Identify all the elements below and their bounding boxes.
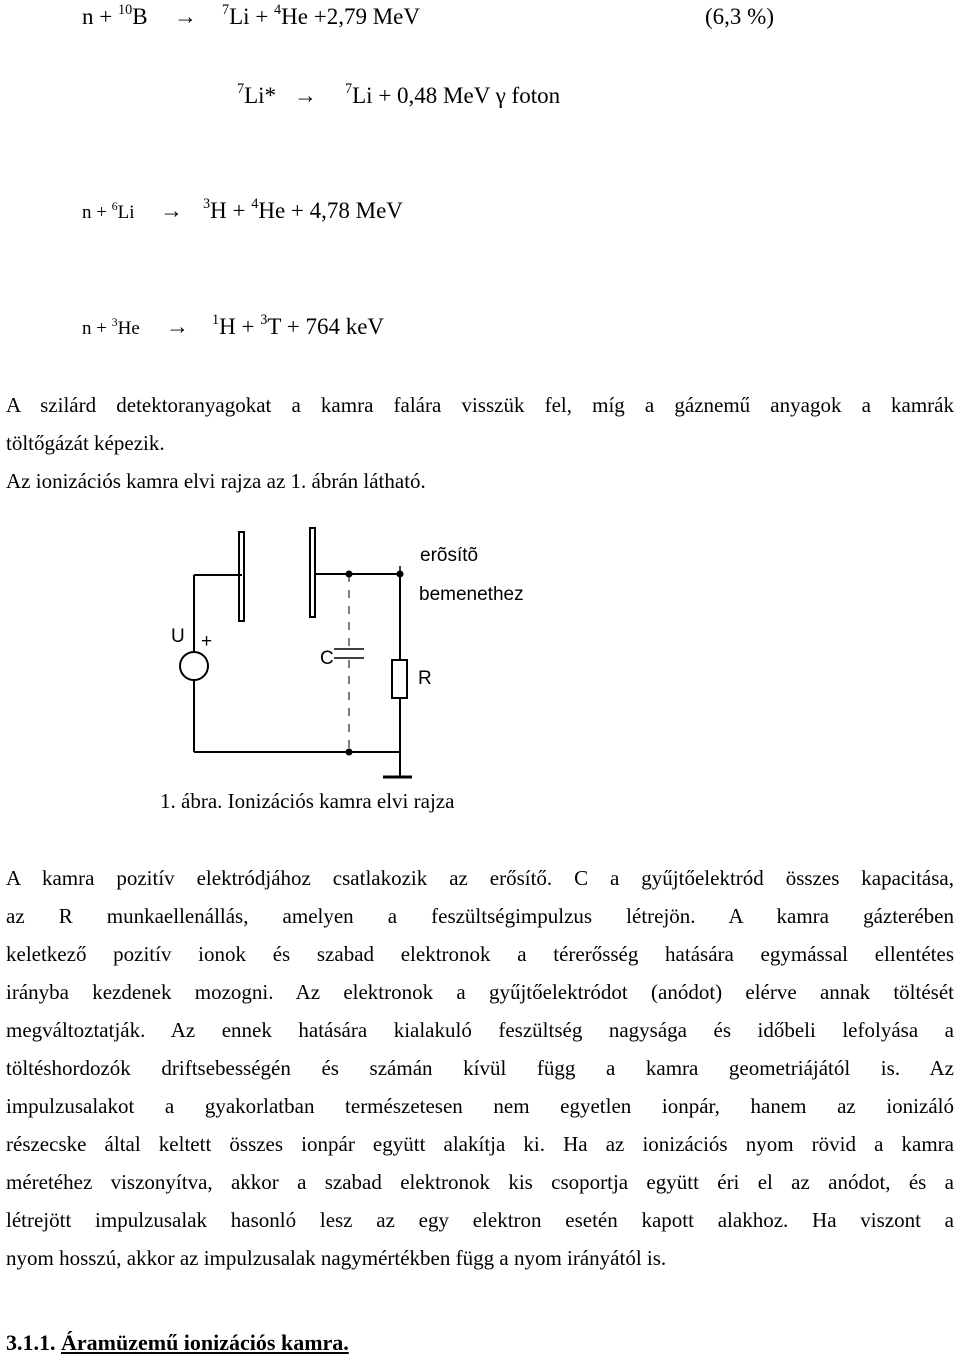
body-line: megváltoztatják. Az ennek hatására kialakuló feszültség nagysága és időbeli lefolyása a — [6, 1018, 954, 1042]
body-line: impulzusalakot a gyakorlatban természetesen nem egyetlen ionpár, hanem az ionizáló — [6, 1094, 954, 1118]
body-line: részecske által keltett összes ionpár együtt alakítja ki. Ha az ionizációs nyom rövid a kamra — [6, 1132, 954, 1156]
equation-1-left: n + $^{10}$B — [82, 2, 148, 29]
label-input: bemenethez — [419, 584, 524, 605]
reaction-arrow-icon: → — [160, 198, 183, 223]
equation-4-right: $^1$H + $^3$T + 764 keV — [212, 312, 385, 339]
body-line: nyom hosszú, akkor az impulzusalak nagymértékben függ a nyom irányától is. — [6, 1246, 667, 1270]
label-plus: + — [201, 631, 213, 652]
body-paragraph — [6, 859, 954, 1277]
resistor-icon — [392, 660, 407, 698]
equation-1-note: (6,3 %) — [705, 4, 774, 29]
chamber-plate-right — [310, 528, 315, 617]
figure-caption: 1. ábra. Ionizációs kamra elvi rajza — [160, 789, 455, 813]
equation-3-right: $^3$H + $^4$He + 4,78 MeV — [203, 196, 403, 223]
equation-2-right: $^7$Li + 0,48 MeV γ foton — [345, 81, 561, 108]
reaction-arrow-icon: → — [166, 314, 189, 339]
body-line: keletkező pozitív ionok és szabad elektronok a térerősség hatására egymással ellentétes — [6, 942, 954, 966]
equation-3-left: n + $^6$Li — [82, 199, 135, 223]
body-line: az R munkaellenállás, amelyen a feszültségimpulzus létrejön. A kamra gázterében — [6, 904, 954, 928]
intro-line-1: A szilárd detektoranyagokat a kamra falára visszük fel, míg a gáznemű anyagok a kamrák — [6, 393, 954, 417]
label-capacitance: C — [320, 648, 334, 669]
label-resistor: R — [418, 668, 432, 689]
body-line: irányba kezdenek mozogni. Az elektronok a gyűjtőelektródot (anódot) elérve annak töltését — [6, 980, 954, 1004]
section-heading — [6, 1330, 349, 1356]
reaction-arrow-icon: → — [294, 83, 317, 108]
intro-line-2: töltőgázát képezik. — [6, 431, 165, 455]
chamber-plate-left — [239, 532, 244, 621]
section-number: 3.1.1. — [6, 1330, 61, 1355]
intro-line-3: Az ionizációs kamra elvi rajza az 1. ábrán látható. — [6, 469, 426, 493]
body-line: töltéshordozók driftsebességén és számán kívül függ a kamra geometriájától is. Az — [6, 1056, 954, 1080]
section-title: Áramüzemű ionizációs kamra. — [61, 1330, 349, 1355]
label-amplifier: erõsítõ — [420, 545, 479, 566]
equation-4-left: n + $^3$He — [82, 315, 140, 339]
equation-1-right: $^7$Li + $^4$He +2,79 MeV — [222, 2, 420, 29]
voltage-source-icon — [180, 652, 208, 680]
reaction-arrow-icon: → — [174, 4, 197, 29]
body-line: A kamra pozitív elektródjához csatlakozik az erősítő. C a gyűjtőelektród összes kapacitása, — [6, 866, 954, 890]
body-line: létrejött impulzusalak hasonló lesz az egy elektron esetén kapott alakhoz. Ha viszont a — [6, 1208, 954, 1232]
equation-2-left: $^7$Li* — [237, 81, 277, 108]
body-line: méretéhez viszonyítva, akkor a szabad elektronok kis csoportja együtt éri el az anódot, és a — [6, 1170, 954, 1194]
label-voltage: U — [171, 626, 185, 647]
